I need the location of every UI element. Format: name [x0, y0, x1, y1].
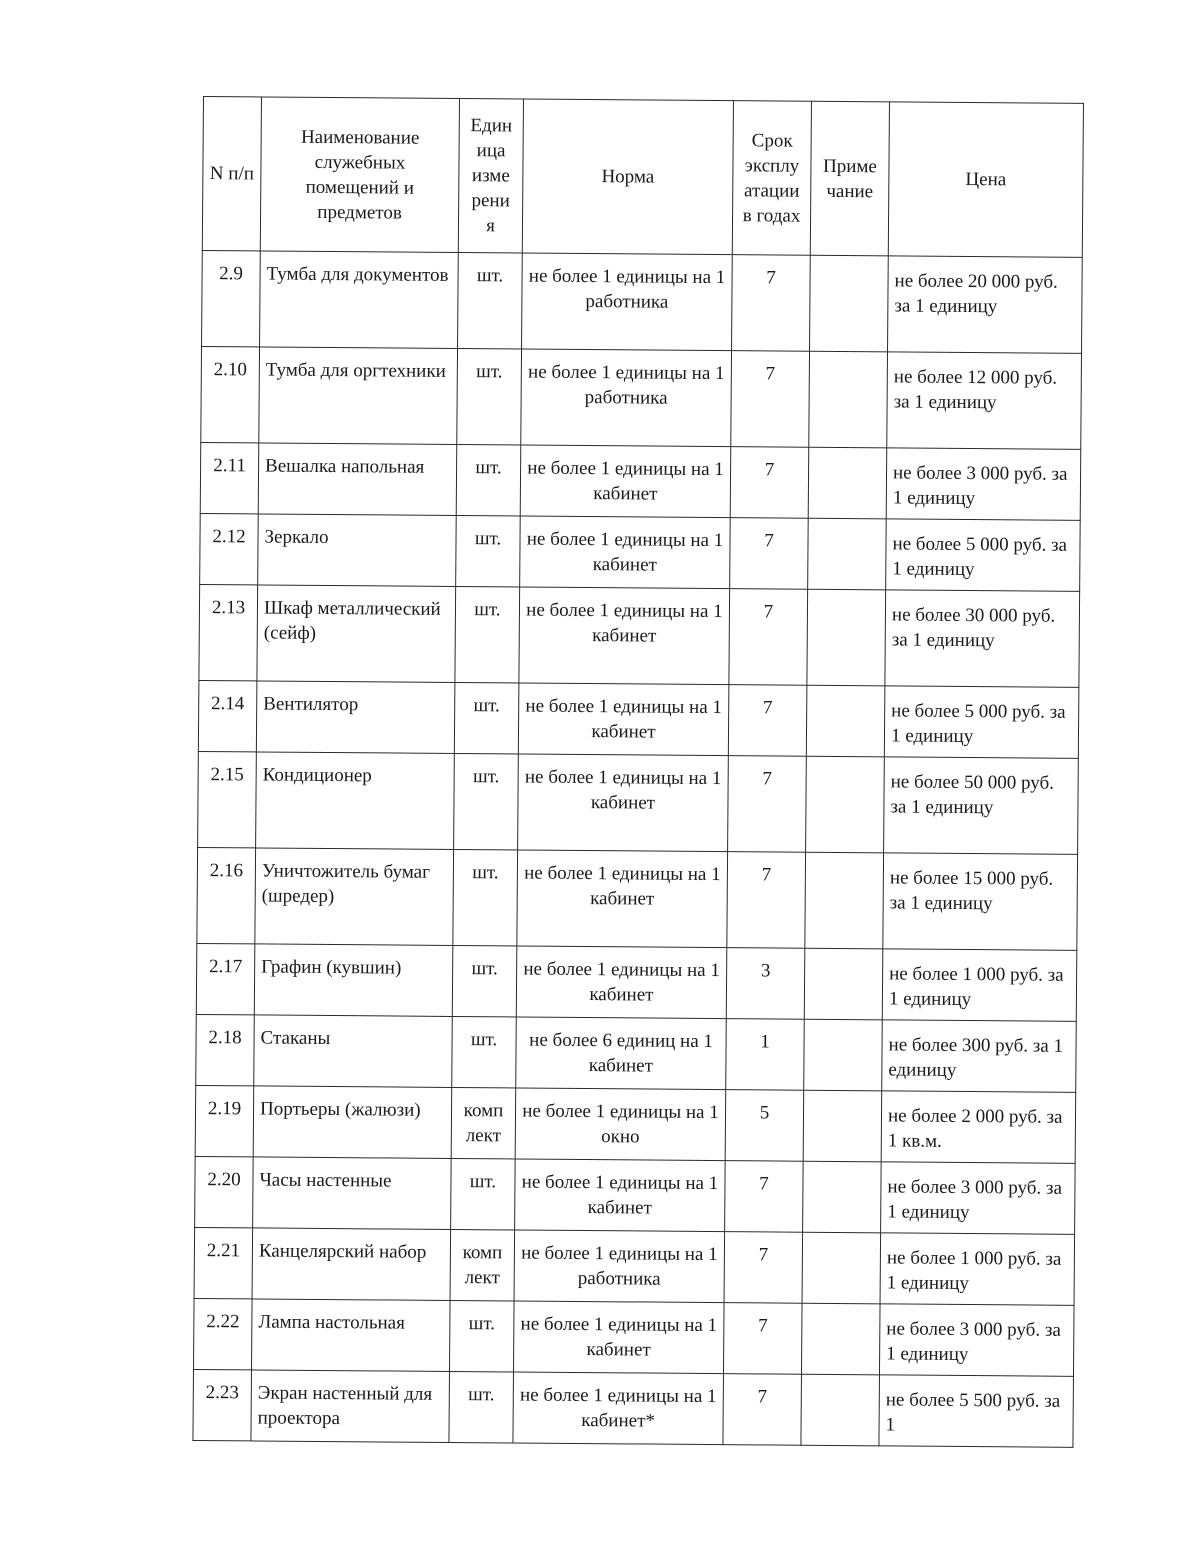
- cell-note: [803, 1090, 882, 1162]
- cell-unit-text: шт.: [475, 457, 502, 479]
- cell-num: [198, 751, 257, 847]
- cell-unit: [456, 516, 521, 588]
- cell-name-text: Портьеры (жалюзи): [259, 1098, 421, 1121]
- cell-name-text: Стаканы: [260, 1027, 331, 1050]
- table-row: [193, 1298, 1074, 1376]
- table-row: [194, 1227, 1075, 1305]
- cell-name: [253, 1086, 452, 1159]
- cell-note-text: [809, 448, 886, 463]
- cell-name: [258, 443, 457, 516]
- cell-unit: [451, 1158, 516, 1230]
- cell-term: [732, 255, 811, 352]
- cell-num-text: 2.21: [206, 1240, 241, 1262]
- cell-norm-text: не более 1 единицы на 1 кабинет: [526, 599, 723, 647]
- cell-norm-text: не более 1 единицы на 1 кабинет: [520, 1313, 718, 1361]
- cell-name-text: Уничтожитель бумаг (шредер): [261, 860, 430, 908]
- cell-term-text: 7: [764, 459, 775, 481]
- table-row: [198, 751, 1079, 854]
- cell-unit: [453, 849, 518, 945]
- cell-norm: [518, 754, 729, 852]
- cell-unit-text: комп лект: [462, 1242, 503, 1289]
- cell-num-text: 2.17: [208, 956, 243, 978]
- cell-num-text: 2.20: [207, 1169, 241, 1191]
- cell-unit-text: шт.: [473, 695, 500, 717]
- cell-price-text: не более 5 000 руб. за 1 единицу: [892, 533, 1068, 581]
- cell-note: [807, 589, 886, 686]
- cell-price: [882, 1020, 1077, 1093]
- cell-norm-text: не более 1 единицы на 1 кабинет: [527, 457, 724, 505]
- cell-unit: [450, 1229, 515, 1301]
- cell-name-text: Вешалка напольная: [265, 455, 425, 478]
- cell-term: [725, 1161, 804, 1233]
- cell-term: [723, 1303, 802, 1375]
- table-row: [196, 943, 1077, 1021]
- cell-note: [801, 1374, 880, 1446]
- cell-unit-text: комп лект: [463, 1100, 504, 1147]
- cell-price: [882, 949, 1077, 1022]
- cell-price: [886, 519, 1081, 592]
- cell-note-text: [802, 1375, 879, 1390]
- cell-name: [258, 514, 457, 587]
- cell-norm-text: не более 1 единицы на 1 кабинет: [523, 958, 720, 1006]
- cell-name-text: Тумба для документов: [266, 263, 449, 286]
- header-unit: Един ица изме рени я: [458, 99, 523, 253]
- table-row: [200, 513, 1081, 591]
- cell-unit: [454, 682, 519, 754]
- cell-unit-text: шт.: [468, 1384, 495, 1406]
- cell-term: [728, 756, 807, 853]
- table-row: [201, 346, 1082, 449]
- cell-note-text: [810, 352, 887, 367]
- cell-num-text: 2.15: [210, 764, 244, 786]
- cell-unit: [455, 586, 520, 682]
- cell-note-text: [802, 1304, 879, 1319]
- cell-norm: [517, 850, 728, 948]
- cell-num-text: 2.18: [208, 1027, 242, 1049]
- cell-norm: [520, 516, 731, 589]
- cell-norm: [521, 349, 732, 447]
- cell-num: [193, 1369, 252, 1440]
- cell-term-text: 7: [766, 267, 776, 289]
- cell-price-text: не более 20 000 руб. за 1 единицу: [894, 270, 1058, 318]
- header-price: Цена: [888, 102, 1083, 258]
- cell-note-text: [805, 949, 882, 964]
- cell-num: [194, 1227, 253, 1298]
- cell-num-text: 2.23: [205, 1382, 240, 1404]
- cell-note-text: [808, 590, 885, 605]
- cell-price-text: не более 300 руб. за 1 единицу: [888, 1034, 1064, 1081]
- cell-norm: [516, 1017, 727, 1090]
- cell-price-text: не более 12 000 руб. за 1 единицу: [893, 366, 1058, 414]
- cell-term: [723, 1374, 802, 1446]
- cell-note: [806, 685, 885, 757]
- cell-num-text: 2.11: [213, 455, 246, 477]
- cell-name-text: Канцелярский набор: [258, 1240, 427, 1263]
- cell-term: [726, 1019, 805, 1091]
- header-norm: Норма: [522, 99, 733, 255]
- cell-term-text: 7: [757, 1386, 768, 1408]
- cell-note: [809, 351, 888, 448]
- cell-term-text: 5: [759, 1102, 770, 1124]
- table-row: [202, 250, 1083, 353]
- cell-price: [883, 853, 1078, 951]
- table-row: [196, 1014, 1077, 1092]
- table-body: [193, 250, 1082, 1447]
- cell-price-text: не более 15 000 руб. за 1 единицу: [889, 867, 1054, 915]
- cell-price-text: не более 1 000 руб. за 1 единицу: [886, 1247, 1062, 1295]
- cell-name-text: Экран настенный для проектора: [257, 1382, 433, 1430]
- cell-num: [198, 680, 257, 751]
- cell-norm-text: не более 1 единицы на 1 кабинет: [524, 862, 721, 910]
- cell-name: [256, 681, 455, 754]
- cell-num: [200, 442, 259, 513]
- cell-norm-text: не более 1 единицы на 1 кабинет: [521, 1171, 719, 1219]
- cell-unit-text: шт.: [476, 361, 503, 383]
- cell-num-text: 2.13: [211, 597, 246, 619]
- cell-norm-text: не более 1 единицы на 1 кабинет: [524, 766, 722, 814]
- cell-unit: [458, 253, 523, 349]
- table-row: [198, 680, 1079, 758]
- table-row: [197, 847, 1078, 950]
- cell-term-text: 7: [762, 768, 772, 790]
- cell-norm-text: не более 1 единицы на 1 работника: [528, 265, 726, 313]
- cell-unit: [449, 1371, 514, 1443]
- cell-unit-text: шт.: [474, 599, 501, 621]
- cell-unit-text: шт.: [472, 766, 500, 788]
- cell-price-text: не более 3 000 руб. за 1 единицу: [887, 1176, 1063, 1224]
- cell-num: [196, 943, 255, 1014]
- cell-term: [731, 351, 810, 448]
- cell-note: [803, 1161, 882, 1233]
- cell-name: [256, 752, 455, 850]
- cell-unit: [449, 1300, 514, 1372]
- cell-price: [880, 1233, 1075, 1306]
- cell-name: [254, 944, 453, 1017]
- cell-term-text: 7: [759, 1173, 769, 1195]
- cell-term: [730, 447, 809, 519]
- cell-price-text: не более 5 500 руб. за 1: [885, 1389, 1061, 1436]
- cell-unit: [452, 1016, 517, 1088]
- cell-norm-text: не более 1 единицы на 1 кабинет: [525, 695, 723, 743]
- table-row: [195, 1156, 1076, 1234]
- cell-term-text: 7: [764, 530, 774, 552]
- cell-name: [254, 1015, 453, 1088]
- cell-num: [193, 1298, 252, 1369]
- cell-note: [805, 852, 884, 949]
- cell-price: [879, 1375, 1074, 1448]
- cell-name: [259, 347, 458, 445]
- cell-name-text: Вентилятор: [263, 693, 359, 716]
- cell-term: [724, 1232, 803, 1304]
- cell-name-text: Кондиционер: [262, 764, 372, 787]
- cell-unit: [452, 945, 517, 1017]
- cell-term: [729, 589, 808, 686]
- table-row: [195, 1085, 1076, 1163]
- cell-note-text: [811, 256, 888, 271]
- cell-num-text: 2.16: [209, 860, 244, 882]
- cell-term-text: 7: [761, 864, 772, 886]
- cell-norm-text: не более 1 единицы на 1 окно: [522, 1100, 719, 1148]
- cell-note: [806, 756, 885, 853]
- cell-price-text: не более 1 000 руб. за 1 единицу: [888, 963, 1064, 1011]
- cell-price: [879, 1304, 1074, 1377]
- cell-note: [804, 1019, 883, 1091]
- cell-unit: [451, 1087, 516, 1159]
- cell-unit: [457, 349, 522, 445]
- cell-norm: [514, 1230, 725, 1303]
- cell-note: [808, 447, 887, 519]
- cell-note-text: [804, 1162, 881, 1177]
- cell-name-text: Тумба для оргтехники: [265, 359, 446, 382]
- cell-norm: [519, 587, 730, 685]
- cell-norm: [516, 946, 727, 1019]
- cell-norm-text: не более 1 единицы на 1 кабинет: [526, 528, 724, 576]
- cell-num-text: 2.12: [212, 526, 246, 548]
- header-note: Приме чание: [810, 101, 889, 256]
- cell-unit-text: шт.: [476, 265, 504, 287]
- cell-term: [728, 685, 807, 757]
- cell-unit-text: шт.: [471, 958, 498, 980]
- cell-norm: [513, 1372, 724, 1445]
- header-num: N п/п: [202, 97, 261, 251]
- cell-price-text: не более 5 000 руб. за 1 единицу: [890, 700, 1066, 748]
- cell-term-text: 7: [758, 1315, 768, 1337]
- table-row: [200, 442, 1081, 520]
- cell-name: [252, 1228, 451, 1301]
- cell-price-text: не более 2 000 руб. за 1 кв.м.: [887, 1105, 1063, 1152]
- cell-term-text: 7: [765, 363, 776, 385]
- cell-unit: [454, 753, 519, 849]
- cell-unit-text: шт.: [472, 862, 499, 884]
- cell-num-text: 2.10: [213, 359, 248, 381]
- cell-name-text: Графин (кувшин): [261, 956, 402, 979]
- table-row: [199, 584, 1080, 687]
- cell-norm: [515, 1159, 726, 1232]
- cell-name: [260, 251, 459, 349]
- cell-price: [881, 1091, 1076, 1164]
- cell-unit: [456, 445, 521, 517]
- cell-num: [199, 584, 258, 680]
- cell-note: [808, 518, 887, 590]
- cell-term-text: 7: [762, 697, 773, 719]
- cell-price: [887, 352, 1082, 450]
- cell-price: [881, 1162, 1076, 1235]
- cell-name-text: Шкаф металлический (сейф): [263, 597, 441, 644]
- cell-term: [726, 948, 805, 1020]
- cell-name: [255, 848, 454, 946]
- cell-price: [888, 256, 1083, 354]
- cell-note-text: [803, 1233, 880, 1248]
- cell-price-text: не более 50 000 руб. за 1 единицу: [890, 771, 1054, 819]
- cell-norm: [515, 1088, 726, 1161]
- cell-num: [197, 847, 256, 943]
- cell-note-text: [809, 519, 886, 534]
- cell-name: [251, 1370, 450, 1443]
- cell-unit-text: шт.: [468, 1313, 496, 1335]
- cell-unit-text: шт.: [474, 528, 502, 550]
- cell-name: [257, 585, 456, 683]
- cell-term-text: 7: [758, 1244, 769, 1266]
- cell-note-text: [807, 757, 884, 772]
- cell-num: [195, 1156, 254, 1227]
- cell-norm: [520, 445, 731, 518]
- table-row: [193, 1369, 1074, 1447]
- cell-name: [253, 1157, 452, 1230]
- cell-unit-text: шт.: [469, 1171, 497, 1193]
- cell-norm: [518, 683, 729, 756]
- cell-num: [200, 513, 259, 584]
- cell-price: [884, 757, 1079, 855]
- cell-num: [201, 346, 260, 442]
- cell-term-text: 7: [763, 601, 774, 623]
- cell-name: [251, 1299, 450, 1372]
- cell-num: [195, 1085, 254, 1156]
- cell-note: [810, 255, 889, 352]
- cell-price-text: не более 30 000 руб. за 1 единицу: [891, 604, 1056, 652]
- cell-num: [196, 1014, 255, 1085]
- cell-name-text: Лампа настольная: [258, 1311, 405, 1334]
- cell-norm-text: не более 6 единиц на 1 кабинет: [529, 1029, 714, 1077]
- cell-norm: [513, 1301, 724, 1374]
- cell-note: [801, 1303, 880, 1375]
- cell-num-text: 2.19: [207, 1098, 242, 1120]
- header-term: Срок эксплу атации в годах: [732, 101, 811, 256]
- cell-term-text: 1: [760, 1031, 770, 1053]
- cell-price-text: не более 3 000 руб. за 1 единицу: [892, 462, 1068, 510]
- cell-num-text: 2.22: [206, 1311, 240, 1333]
- cell-note: [802, 1232, 881, 1304]
- cell-name-text: Часы настенные: [259, 1169, 392, 1192]
- cell-price: [885, 590, 1080, 688]
- cell-price: [886, 448, 1081, 521]
- document-page: [192, 96, 1083, 1448]
- cell-term-text: 3: [760, 960, 771, 982]
- cell-norm-text: не более 1 единицы на 1 работника: [527, 361, 725, 409]
- cell-price-text: не более 3 000 руб. за 1 единицу: [886, 1318, 1061, 1366]
- table-header-row: [202, 97, 1083, 258]
- cell-num-text: 2.14: [211, 693, 245, 715]
- cell-note: [804, 948, 883, 1020]
- cell-norm: [522, 253, 733, 351]
- cell-note-text: [807, 686, 884, 701]
- cell-term: [727, 852, 806, 949]
- cell-norm-text: не более 1 единицы на 1 кабинет*: [519, 1384, 717, 1432]
- cell-note-text: [805, 1020, 882, 1035]
- norms-table: [192, 96, 1084, 1448]
- cell-norm-text: не более 1 единицы на 1 работника: [521, 1242, 718, 1290]
- header-name: Наименование служебных помещений и предметов: [260, 97, 459, 253]
- cell-unit-text: шт.: [470, 1029, 498, 1051]
- cell-note-text: [806, 853, 883, 868]
- cell-num: [202, 250, 261, 346]
- cell-price: [884, 686, 1079, 759]
- cell-note-text: [804, 1091, 881, 1106]
- cell-name-text: Зеркало: [264, 526, 329, 548]
- cell-term: [730, 518, 809, 590]
- cell-num-text: 2.9: [219, 263, 244, 285]
- cell-term: [725, 1090, 804, 1162]
